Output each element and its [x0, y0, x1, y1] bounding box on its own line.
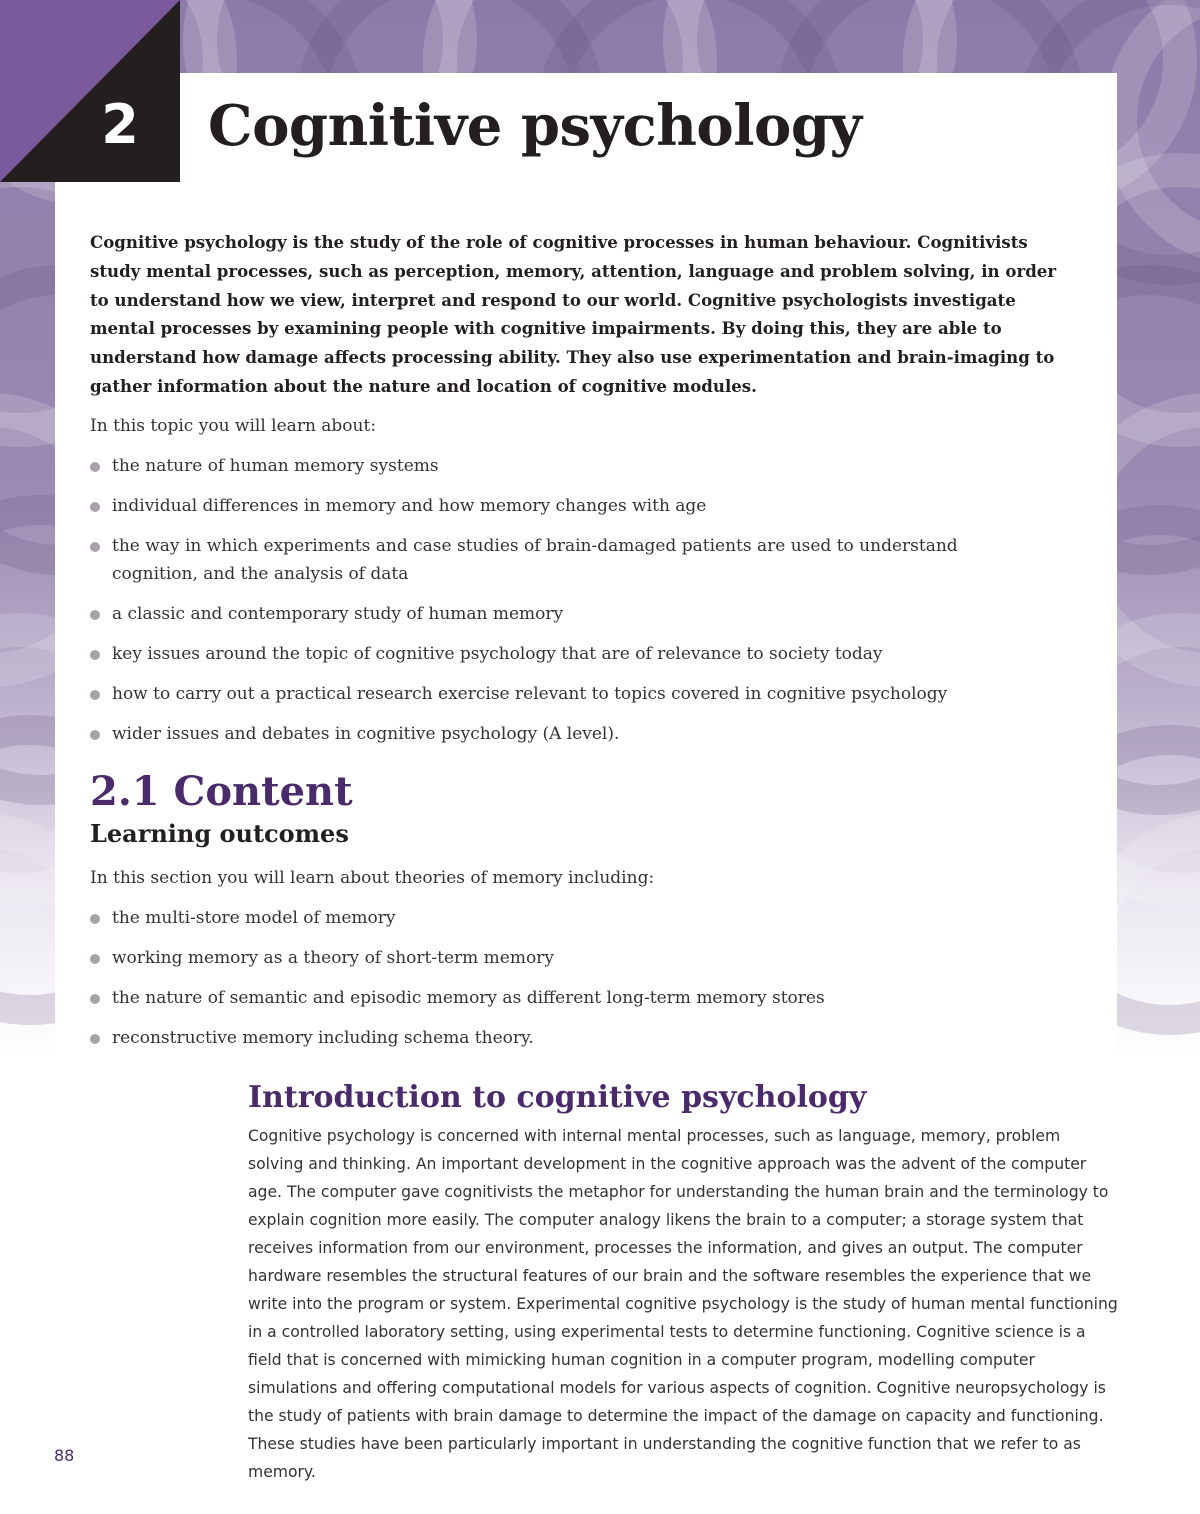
list-item: the way in which experiments and case studies of brain-damaged patients are used to understand cognition, and the analysis of data [90, 532, 1090, 588]
outcomes-list [90, 904, 1090, 1064]
list-item: wider issues and debates in cognitive psychology (A level). [90, 720, 1090, 748]
bullet-icon [90, 542, 100, 552]
introduction-heading: Introduction to cognitive psychology [248, 1080, 867, 1115]
bullet-icon [90, 730, 100, 740]
bullet-icon [90, 1034, 100, 1044]
chapter-title: Cognitive psychology [208, 93, 862, 159]
list-item: key issues around the topic of cognitive psychology that are of relevance to society today [90, 640, 1090, 668]
topic-list [90, 452, 1090, 760]
bullet-icon [90, 650, 100, 660]
list-item: the multi-store model of memory [90, 904, 1090, 932]
list-item: the nature of human memory systems [90, 452, 1090, 480]
bullet-icon [90, 690, 100, 700]
section-lead: In this section you will learn about theories of memory including: [90, 868, 655, 888]
chapter-number: 2 [101, 93, 139, 156]
list-item: the nature of semantic and episodic memory as different long-term memory stores [90, 984, 1090, 1012]
bullet-icon [90, 914, 100, 924]
bullet-icon [90, 610, 100, 620]
intro-paragraph: Cognitive psychology is the study of the role of cognitive processes in human behaviour. Cognitivists study mental processes, such as perception, memory, attention, language and problem solving, in order to understand how we view, interpret and respond to our world. Cognitive psychologists investigate mental processes by examining people with cognitive impairments. By doing this, they are able to understand how damage affects processing ability. They also use experimentation and brain-imaging to gather information about the nature and location of cognitive modules. [90, 232, 1057, 396]
bullet-icon [90, 502, 100, 512]
list-item: how to carry out a practical research exercise relevant to topics covered in cognitive psychology [90, 680, 1090, 708]
list-item: working memory as a theory of short-term memory [90, 944, 1090, 972]
learning-outcomes-heading: Learning outcomes [90, 819, 349, 848]
page-number: 88 [54, 1446, 75, 1465]
introduction-body: Cognitive psychology is concerned with internal mental processes, such as language, memory, problem solving and thinking. An important development in the cognitive approach was the advent of the computer age. The computer gave cognitivists the metaphor for understanding the human brain and the terminology to explain cognition more easily. The computer analogy likens the brain to a computer; a storage system that receives information from our environment, processes the information, and gives an output. The computer hardware resembles the structural features of our brain and the software resembles the experience that we write into the program or system. Experimental cognitive psychology is the study of human mental functioning in a controlled laboratory setting, using experimental tests to determine functioning. Cognitive science is a field that is concerned with mimicking human cognition in a computer program, modelling computer simulations and offering computational models for various aspects of cognition. Cognitive neuropsychology is the study of patients with brain damage to determine the impact of the damage on capacity and functioning. These studies have been particularly important in understanding the cognitive function that we refer to as memory. [248, 1127, 1118, 1481]
list-item: a classic and contemporary study of human memory [90, 600, 1090, 628]
list-item: individual differences in memory and how memory changes with age [90, 492, 1090, 520]
bullet-icon [90, 994, 100, 1004]
bullet-icon [90, 954, 100, 964]
topic-lead: In this topic you will learn about: [90, 416, 377, 436]
list-item: reconstructive memory including schema theory. [90, 1024, 1090, 1052]
bullet-icon [90, 462, 100, 472]
section-heading: 2.1 Content [90, 768, 353, 815]
